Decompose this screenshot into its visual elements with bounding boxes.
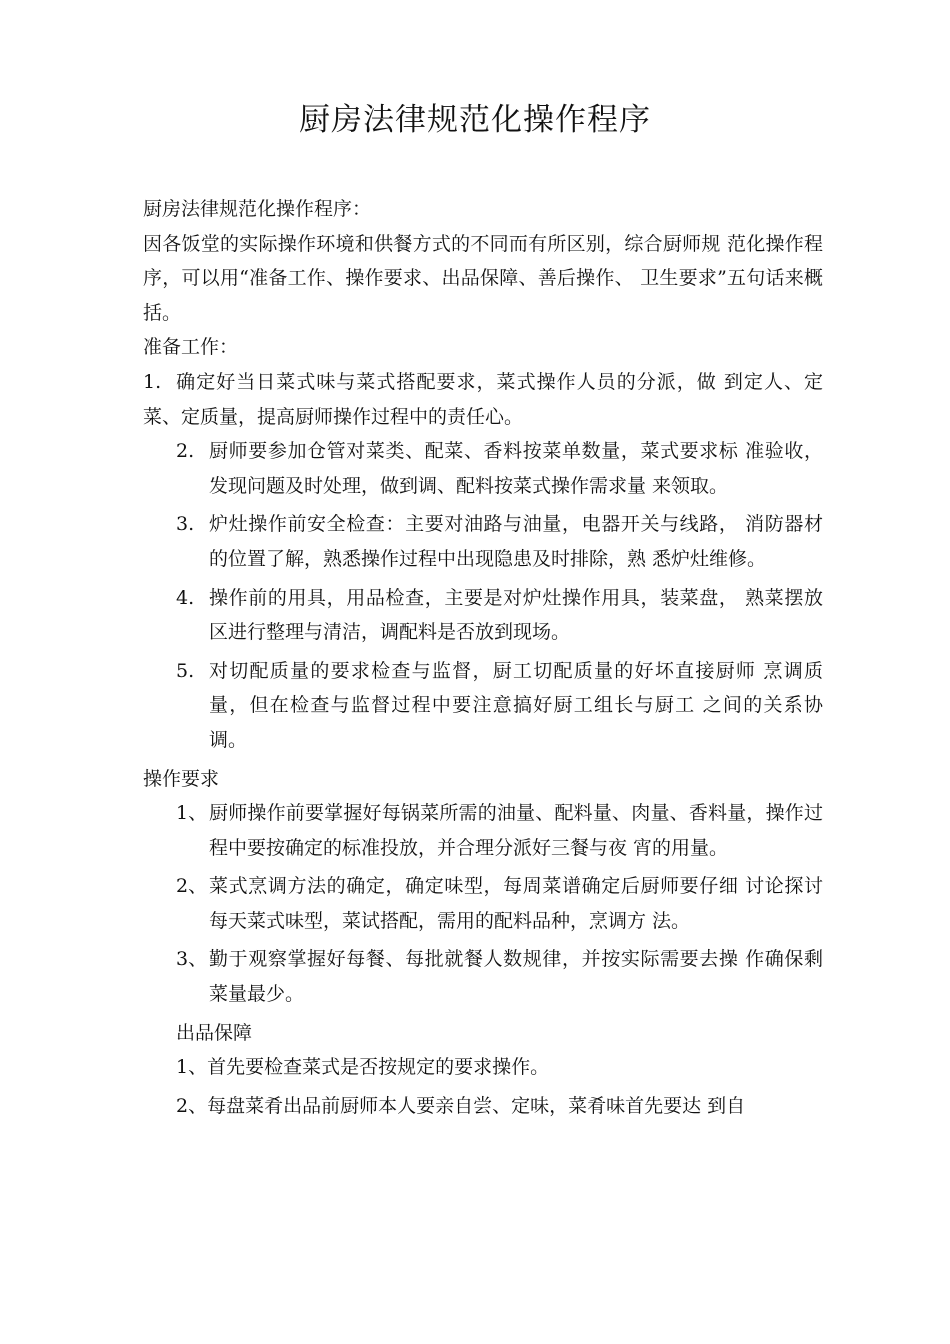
- intro-heading: 厨房法律规范化操作程序：: [143, 198, 372, 220]
- prep-item-3-text: 炉灶操作前安全检查：主要对油路与油量，电器开关与线路， 消防器材的位置了解，熟悉操作过程中出现隐患及时排除，熟 悉炉灶维修。: [209, 513, 823, 570]
- output-item-2-text: 每盘菜肴出品前厨师本人要亲自尝、定味，菜肴味首先要达 到自: [207, 1094, 746, 1117]
- intro-paragraph: 因各饭堂的实际操作环境和供餐方式的不同而有所区别，综合厨师规 范化操作程序，可以用“准备工作、操作要求、出品保障、善后操作、 卫生要求”五句话来概括。: [143, 232, 823, 324]
- ops-item-1-num: 1、: [176, 802, 208, 825]
- ops-item-2-num: 2、: [176, 875, 208, 898]
- prep-heading: 准备工作：: [143, 336, 239, 359]
- prep-item-5-num: 5.: [176, 659, 195, 682]
- prep-item-2: [143, 434, 823, 503]
- document-body: [143, 192, 823, 1127]
- prep-item-2-text: 厨师要参加仓管对菜类、配菜、香料按菜单数量，菜式要求标 准验收，发现问题及时处理，做到调、配料按菜式操作需求量 来领取。: [209, 440, 823, 497]
- output-item-1-num: 1、: [176, 1056, 208, 1079]
- output-heading: 出品保障: [176, 1021, 253, 1044]
- ops-item-3-text: 勤于观察掌握好每餐、每批就餐人数规律，并按实际需要去操 作确保剩菜量最少。: [209, 948, 823, 1006]
- prep-item-1-num: 1.: [143, 370, 162, 393]
- ops-item-1-text: 厨师操作前要掌握好每锅菜所需的油量、配料量、肉量、香料量，操作过程中要按确定的标准投放，并合理分派好三餐与夜 宵的用量。: [209, 802, 823, 859]
- output-item-2-num: 2、: [176, 1094, 208, 1117]
- ops-heading: 操作要求: [143, 767, 220, 790]
- output-item-2: [143, 1089, 823, 1124]
- prep-item-1: [143, 365, 823, 434]
- prep-item-3-num: 3.: [176, 513, 195, 536]
- prep-item-4: [143, 581, 823, 650]
- ops-item-2: [143, 869, 823, 938]
- prep-item-2-num: 2.: [176, 440, 195, 463]
- prep-item-3: [143, 507, 823, 576]
- prep-item-1-text: 确定好当日菜式味与菜式搭配要求，菜式操作人员的分派，做 到定人、定菜、定质量，提高厨师操作过程中的责任心。: [143, 370, 823, 428]
- prep-item-4-text: 操作前的用具，用品检查，主要是对炉灶操作用具，装菜盘， 熟菜摆放区进行整理与清洁，调配料是否放到现场。: [209, 586, 823, 644]
- prep-item-4-num: 4.: [176, 586, 195, 609]
- output-item-1-text: 首先要检查菜式是否按规定的要求操作。: [207, 1056, 550, 1079]
- ops-item-2-text: 菜式烹调方法的确定，确定味型，每周菜谱确定后厨师要仔细 讨论探讨每天菜式味型，菜试搭配，需用的配料品种，烹调方 法。: [209, 875, 823, 932]
- ops-item-1: [143, 796, 823, 865]
- prep-item-5-text: 对切配质量的要求检查与监督，厨工切配质量的好坏直接厨师 烹调质量，但在检查与监督过程中要注意搞好厨工组长与厨工 之间的关系协调。: [209, 659, 823, 751]
- ops-item-3: [143, 942, 823, 1011]
- page-title: 厨房法律规范化操作程序: [299, 102, 651, 138]
- output-item-1: [143, 1050, 823, 1085]
- ops-item-3-num: 3、: [176, 948, 208, 971]
- prep-item-5: [143, 654, 823, 758]
